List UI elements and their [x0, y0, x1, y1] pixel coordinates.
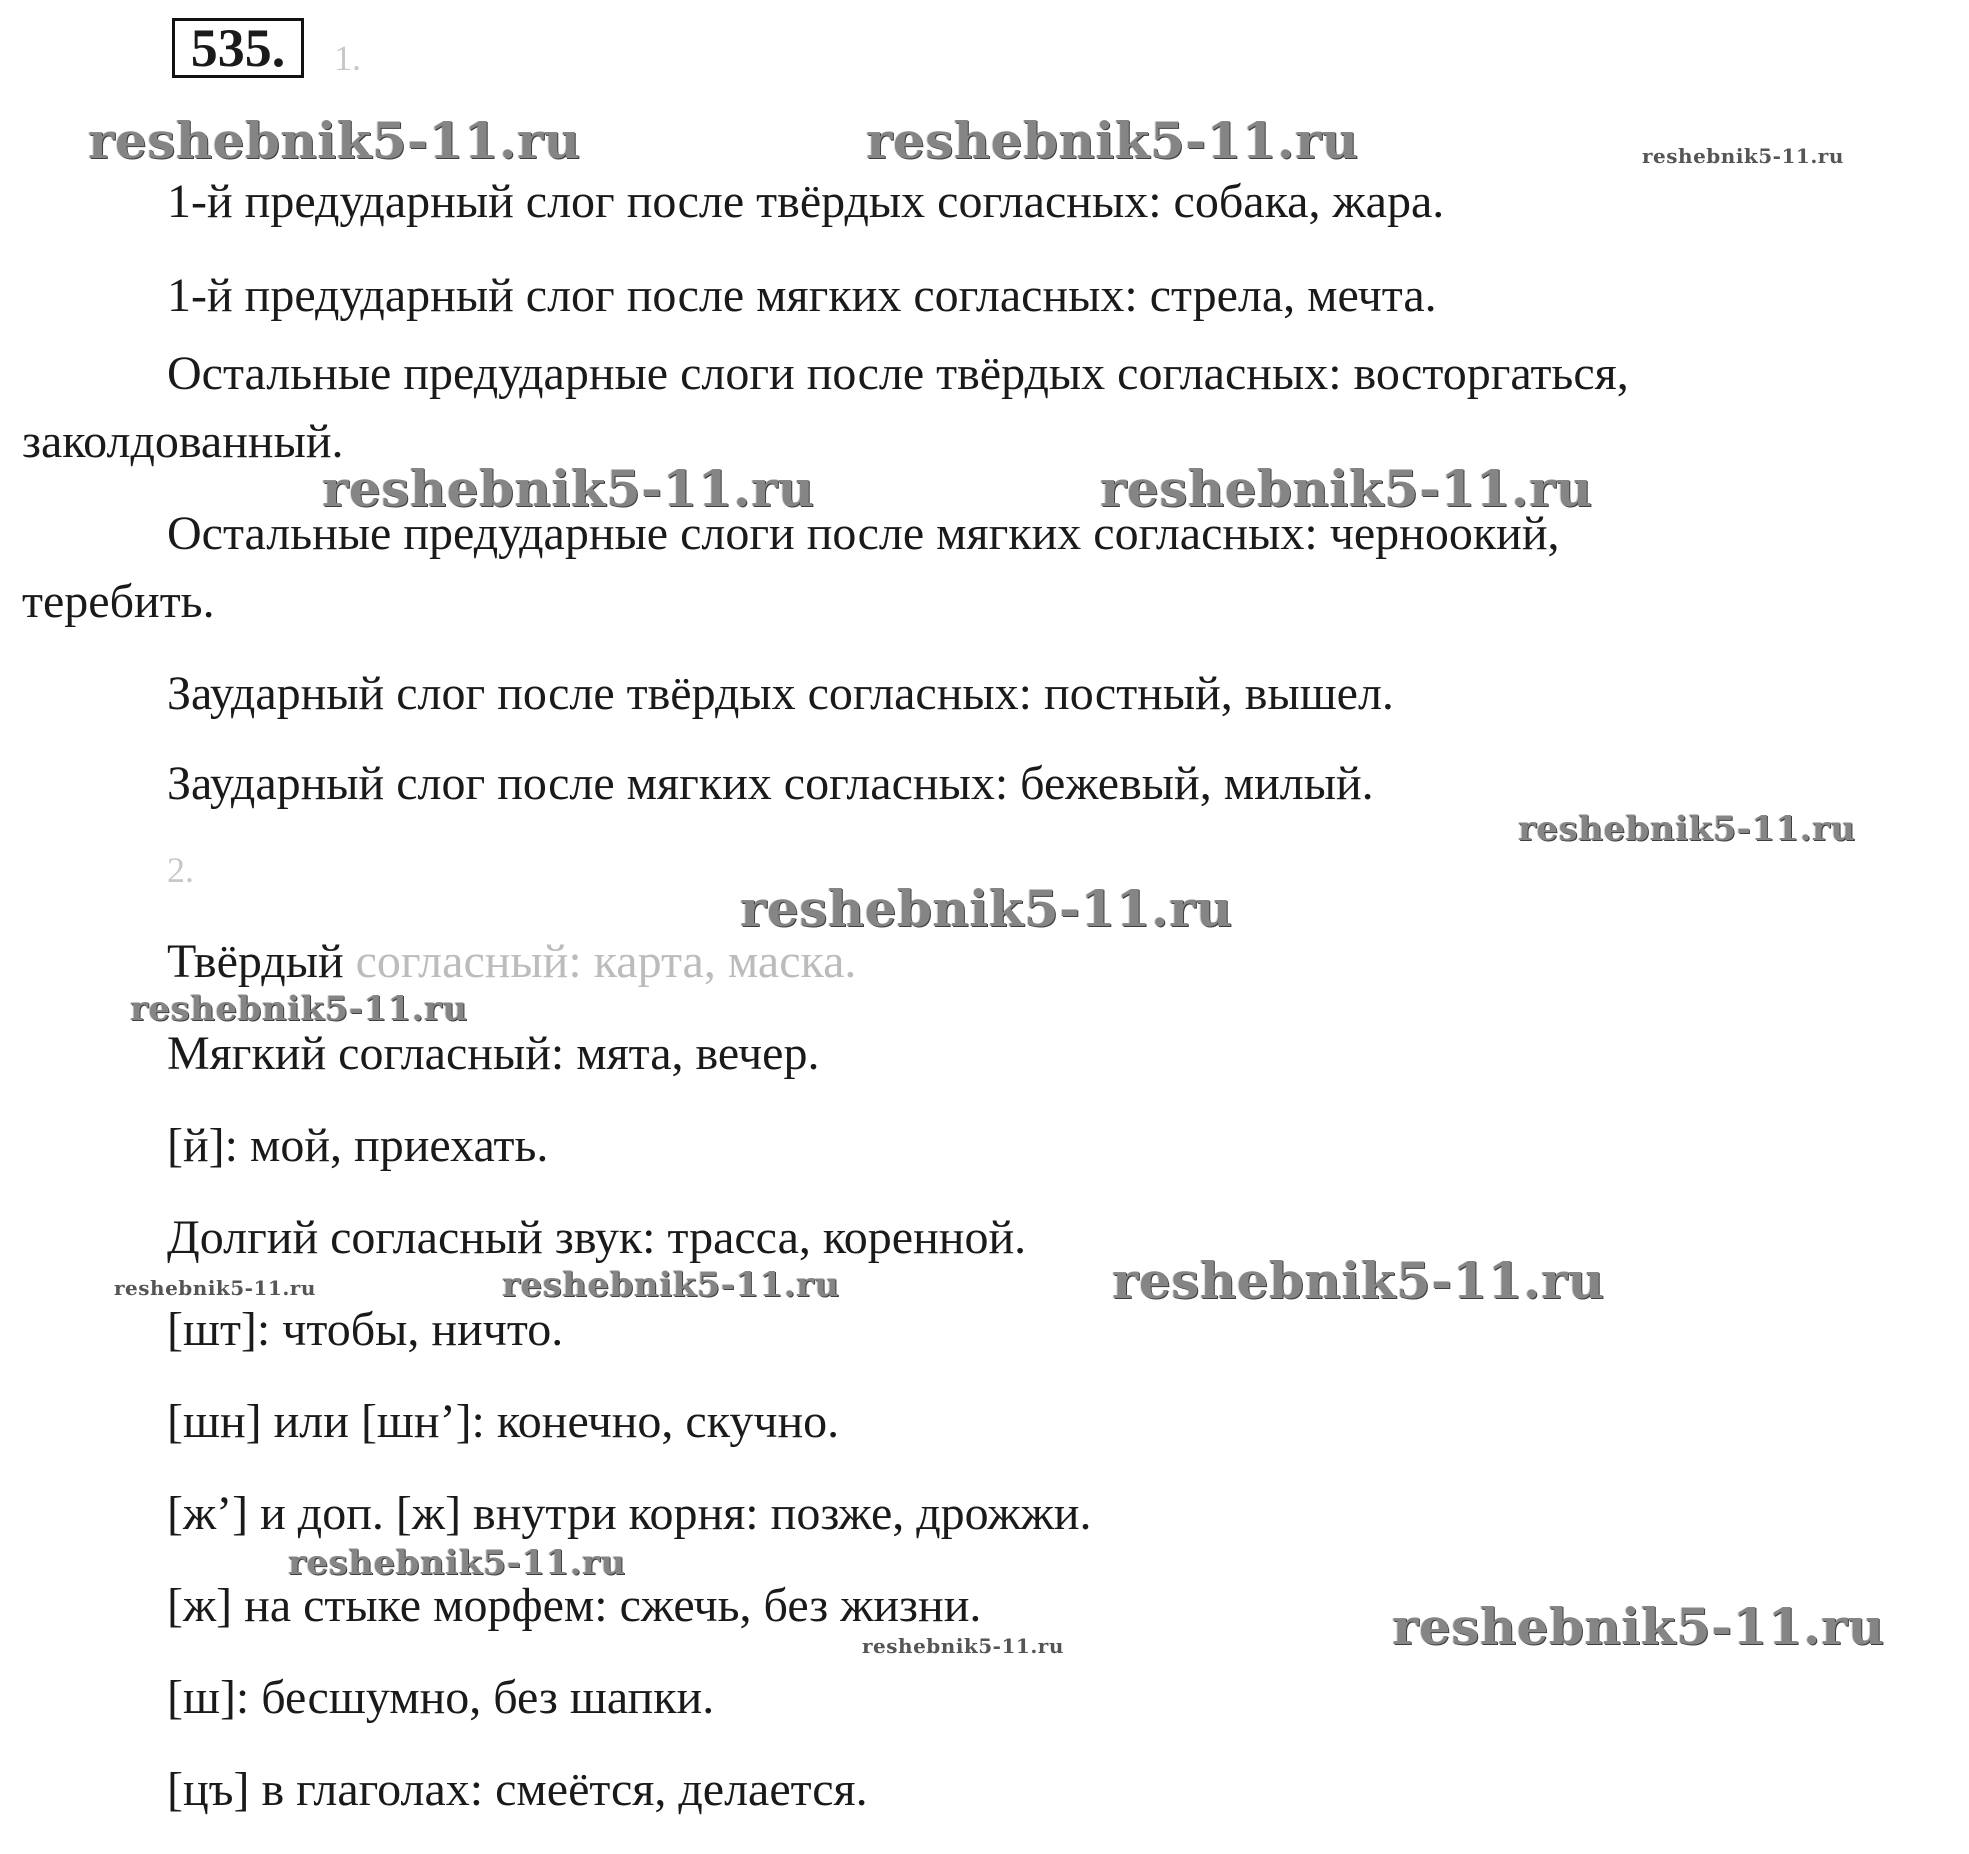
exercise-number: 535. [172, 18, 304, 78]
text-line: [шн] или [шн’]: конечно, скучно. [167, 1395, 840, 1448]
watermark: reshebnik5-11.ru [114, 1276, 316, 1300]
text-line-tverdy-start: Твёрдый [167, 935, 356, 988]
text-line: [ж’] и доп. [ж] внутри корня: позже, дрожжи. [167, 1487, 1092, 1540]
text-line: [цъ] в глаголах: смеётся, делается. [167, 1763, 868, 1816]
watermark: reshebnik5-11.ru [1518, 809, 1856, 849]
text-line: 1-й предударный слог после твёрдых согласных: собака, жара. [167, 175, 1445, 228]
text-line: [шт]: чтобы, ничто. [167, 1303, 564, 1356]
text-line: Заударный слог после твёрдых согласных: постный, вышел. [167, 667, 1394, 720]
text-line: теребить. [22, 575, 215, 628]
watermark: reshebnik5-11.ru [862, 1634, 1064, 1658]
text-line: [ж] на стыке морфем: сжечь, без жизни. [167, 1579, 982, 1632]
text-line-tverdy-faded: согласный: карта, маска. [355, 935, 857, 988]
watermark: reshebnik5-11.ru [1112, 1251, 1605, 1310]
text-line: 1-й предударный слог после мягких согласных: стрела, мечта. [167, 269, 1437, 322]
part-1-label: 1. [334, 38, 361, 78]
text-line: Мягкий согласный: мята, вечер. [167, 1027, 820, 1080]
watermark: reshebnik5-11.ru [130, 989, 468, 1029]
text-line: Остальные предударные слоги после твёрдых согласных: восторгаться, [167, 347, 1629, 400]
text-line: Долгий согласный звук: трасса, коренной. [167, 1211, 1027, 1264]
watermark: reshebnik5-11.ru [502, 1265, 840, 1305]
watermark: reshebnik5-11.ru [1392, 1597, 1885, 1656]
part-2-label: 2. [167, 850, 194, 890]
text-line: Заударный слог после мягких согласных: бежевый, милый. [167, 757, 1374, 810]
watermark: reshebnik5-11.ru [866, 111, 1359, 170]
text-line: заколдованный. [22, 415, 344, 468]
text-line: [й]: мой, приехать. [167, 1119, 549, 1172]
text-line-tverdy [167, 935, 857, 988]
text-line: Остальные предударные слоги после мягких согласных: черноокий, [167, 507, 1560, 560]
watermark: reshebnik5-11.ru [740, 879, 1233, 938]
watermark: reshebnik5-11.ru [1100, 459, 1593, 518]
text-line: [ш]: бесшумно, без шапки. [167, 1671, 715, 1724]
watermark: reshebnik5-11.ru [88, 111, 581, 170]
watermark: reshebnik5-11.ru [288, 1543, 626, 1583]
watermark: reshebnik5-11.ru [1642, 144, 1844, 168]
watermark: reshebnik5-11.ru [322, 459, 815, 518]
